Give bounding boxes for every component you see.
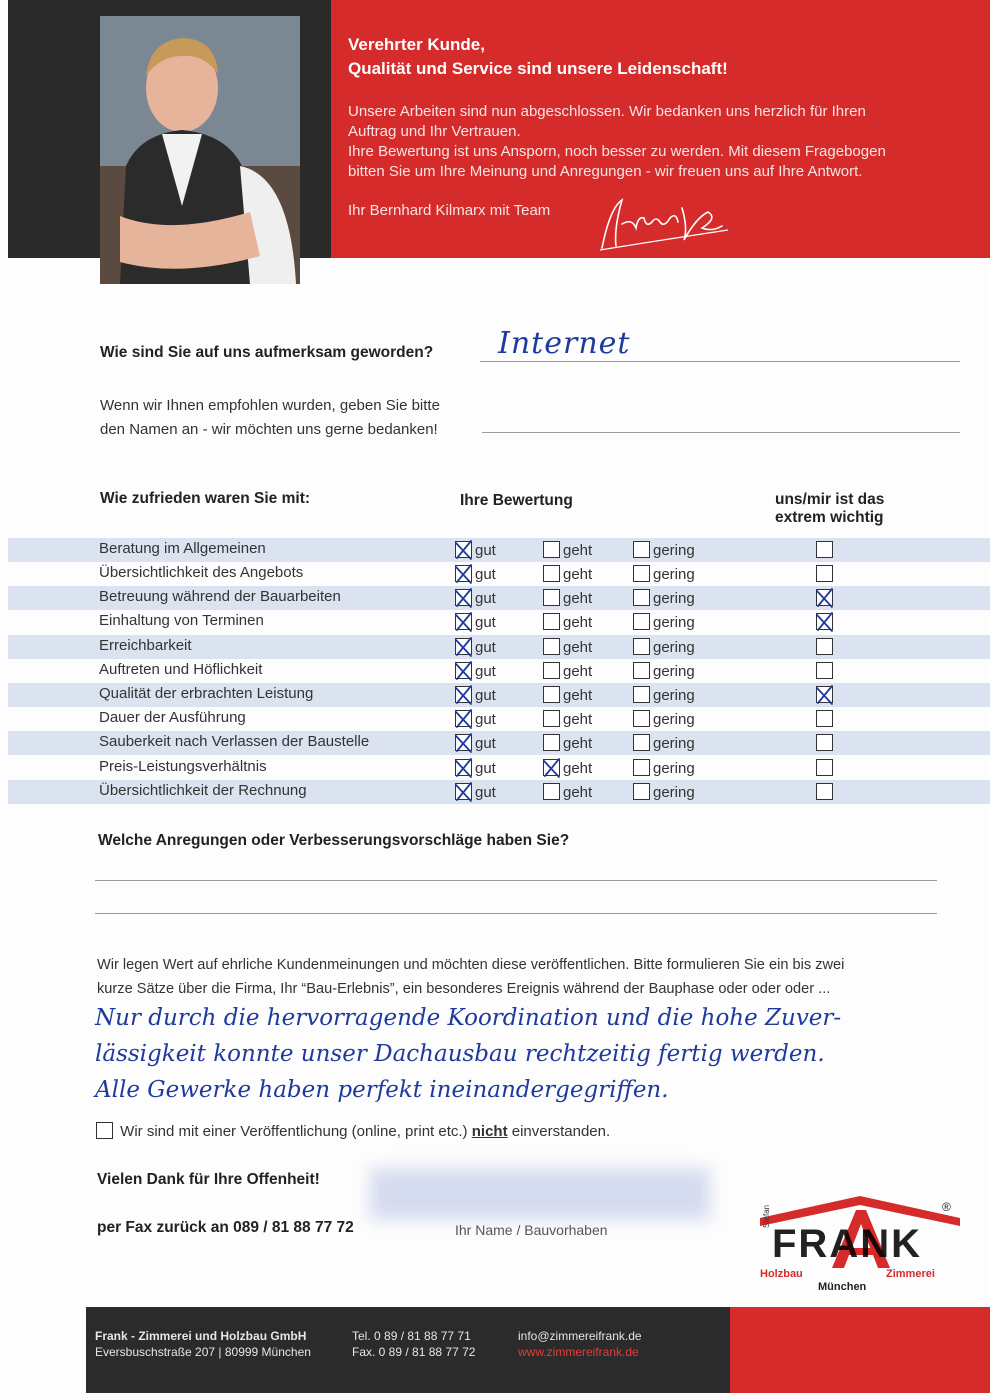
rating-option-gut[interactable]: [455, 565, 496, 583]
rating-row: [8, 659, 990, 683]
rating-option-label: gut: [475, 590, 496, 607]
rating-option-label: geht: [563, 687, 593, 704]
owner-photo: [100, 16, 300, 284]
rating-option-label: geht: [563, 760, 593, 777]
rating-option-label: gering: [653, 760, 695, 777]
testimonial-intro-line: Wir legen Wert auf ehrliche Kundenmeinungen und möchten diese veröffentlichen. Bitte formulieren Sie ein bis zwei: [97, 957, 845, 973]
rating-checkbox-geht[interactable]: [543, 686, 560, 703]
referral-prompt-line: den Namen an - wir möchten uns gerne bedanken!: [100, 421, 438, 438]
rating-option-gering[interactable]: [633, 613, 695, 631]
importance-checkbox[interactable]: [816, 638, 833, 655]
logo-zimmerei: Zimmerei: [886, 1268, 935, 1280]
rating-checkbox-geht[interactable]: [543, 662, 560, 679]
rating-option-label: gering: [653, 566, 695, 583]
rating-column-heading: Ihre Bewertung: [460, 492, 573, 509]
rating-option-geht[interactable]: [543, 710, 592, 728]
importance-column-heading: [775, 491, 884, 527]
rating-checkbox-geht[interactable]: [543, 565, 560, 582]
importance-checkbox[interactable]: [816, 783, 833, 800]
rating-option-label: geht: [563, 735, 593, 752]
header-message-line: Ihre Bewertung ist uns Ansporn, noch besser zu werden. Mit diesem Fragebogen: [348, 143, 886, 160]
rating-checkbox-gut[interactable]: [455, 589, 472, 606]
rating-option-label: gering: [653, 663, 695, 680]
rating-checkbox-geht[interactable]: [543, 638, 560, 655]
rating-checkbox-gut[interactable]: [455, 710, 472, 727]
rating-row-label: Auftreten und Höflichkeit: [99, 661, 263, 678]
rating-row: [8, 756, 990, 780]
rating-row: [8, 707, 990, 731]
rating-checkbox-gering[interactable]: [633, 589, 650, 606]
rating-option-label: geht: [563, 784, 593, 801]
rating-option-geht[interactable]: [543, 759, 592, 777]
importance-checkbox[interactable]: [816, 565, 833, 582]
referral-name-line[interactable]: [482, 432, 960, 433]
importance-heading-line: extrem wichtig: [775, 509, 884, 526]
rating-checkbox-gering[interactable]: [633, 783, 650, 800]
importance-checkbox-wrap[interactable]: [816, 686, 836, 705]
rating-option-gut[interactable]: [455, 638, 496, 656]
source-answer-line: [480, 361, 960, 362]
rating-checkbox-gering[interactable]: [633, 686, 650, 703]
rating-checkbox-gut[interactable]: [455, 686, 472, 703]
rating-option-label: gering: [653, 735, 695, 752]
footer-phone-block: [352, 1328, 475, 1360]
rating-checkbox-gut[interactable]: [455, 734, 472, 751]
rating-row: [8, 780, 990, 804]
rating-row: [8, 731, 990, 755]
rating-checkbox-geht[interactable]: [543, 589, 560, 606]
rating-checkbox-gering[interactable]: [633, 613, 650, 630]
rating-checkbox-gut[interactable]: [455, 662, 472, 679]
suggestions-line[interactable]: [95, 913, 937, 914]
ratings-heading: Wie zufrieden waren Sie mit:: [100, 490, 311, 507]
logo-city: München: [818, 1281, 867, 1293]
importance-checkbox[interactable]: [816, 734, 833, 751]
rating-checkbox-geht[interactable]: [543, 710, 560, 727]
rating-row-label: Qualität der erbrachten Leistung: [99, 685, 314, 702]
rating-row-label: Übersichtlichkeit des Angebots: [99, 564, 304, 581]
rating-option-gering[interactable]: [633, 565, 695, 583]
rating-row: [8, 538, 990, 562]
rating-option-label: gering: [653, 639, 695, 656]
rating-option-geht[interactable]: [543, 541, 592, 559]
header-sign-off: Ihr Bernhard Kilmarx mit Team: [348, 202, 551, 219]
consent-text-emphasis: nicht: [471, 1123, 508, 1140]
rating-option-label: geht: [563, 542, 593, 559]
importance-checkbox[interactable]: [816, 686, 833, 703]
rating-option-geht[interactable]: [543, 734, 592, 752]
footer-company: Frank - Zimmerei und Holzbau GmbH: [95, 1329, 307, 1343]
logo-stefan: Stefan: [762, 1204, 771, 1228]
importance-checkbox-wrap[interactable]: [816, 662, 836, 681]
rating-option-gut[interactable]: [455, 686, 496, 704]
rating-option-label: geht: [563, 566, 593, 583]
rating-option-label: geht: [563, 639, 593, 656]
rating-option-label: gut: [475, 614, 496, 631]
rating-row-label: Übersichtlichkeit der Rechnung: [99, 782, 307, 799]
logo-brand-text: FRANK: [772, 1222, 922, 1266]
importance-checkbox-wrap[interactable]: [816, 565, 836, 584]
rating-checkbox-gering[interactable]: [633, 565, 650, 582]
importance-checkbox-wrap[interactable]: [816, 541, 836, 560]
rating-checkbox-geht[interactable]: [543, 541, 560, 558]
rating-checkbox-gut[interactable]: [455, 638, 472, 655]
importance-checkbox[interactable]: [816, 589, 833, 606]
rating-checkbox-gut[interactable]: [455, 565, 472, 582]
rating-checkbox-gut[interactable]: [455, 613, 472, 630]
rating-row: [8, 586, 990, 610]
rating-option-gering[interactable]: [633, 541, 695, 559]
rating-checkbox-gering[interactable]: [633, 662, 650, 679]
rating-option-label: gering: [653, 784, 695, 801]
importance-checkbox-wrap[interactable]: [816, 783, 836, 802]
header-greeting: Verehrter Kunde, Qualität und Service sind unsere Leidenschaft!: [348, 35, 728, 78]
rating-row: [8, 635, 990, 659]
footer-fax: Fax. 0 89 / 81 88 77 72: [352, 1345, 476, 1359]
rating-option-label: geht: [563, 711, 593, 728]
rating-option-label: geht: [563, 614, 593, 631]
rating-option-gut[interactable]: [455, 710, 496, 728]
rating-checkbox-gut[interactable]: [455, 783, 472, 800]
rating-option-geht[interactable]: [543, 783, 592, 801]
rating-row-label: Sauberkeit nach Verlassen der Baustelle: [99, 733, 370, 750]
rating-checkbox-geht[interactable]: [543, 734, 560, 751]
rating-option-label: gut: [475, 711, 496, 728]
rating-option-gering[interactable]: [633, 638, 695, 656]
header-message-line: Unsere Arbeiten sind nun abgeschlossen. Wir bedanken uns herzlich für Ihren: [348, 103, 866, 120]
rating-option-geht[interactable]: [543, 613, 592, 631]
rating-option-gut[interactable]: [455, 783, 496, 801]
testimonial-answer-line: Alle Gewerke haben perfekt ineinandergegriffen.: [95, 1077, 669, 1103]
testimonial-intro-line: kurze Sätze über die Firma, Ihr “Bau-Erlebnis”, ein besonderes Ereignis während der Bauphase oder oder oder ...: [97, 981, 831, 997]
rating-option-label: gut: [475, 663, 496, 680]
rating-checkbox-gering[interactable]: [633, 734, 650, 751]
importance-checkbox[interactable]: [816, 541, 833, 558]
rating-option-label: gut: [475, 566, 496, 583]
rating-option-label: gut: [475, 639, 496, 656]
importance-checkbox-wrap[interactable]: [816, 638, 836, 657]
rating-option-label: gut: [475, 784, 496, 801]
rating-checkbox-gering[interactable]: [633, 759, 650, 776]
header-message-line: Auftrag und Ihr Vertrauen.: [348, 123, 521, 140]
handwritten-signature: [592, 188, 732, 263]
referral-prompt: [100, 394, 440, 442]
suggestions-line[interactable]: [95, 880, 937, 881]
rating-row-label: Einhaltung von Terminen: [99, 612, 264, 629]
importance-heading-line: uns/mir ist das: [775, 491, 885, 508]
rating-option-gering[interactable]: [633, 662, 695, 680]
rating-row-label: Betreuung während der Bauarbeiten: [99, 588, 341, 605]
footer-address: Eversbuschstraße 207 | 80999 München: [95, 1345, 311, 1359]
footer-email[interactable]: info@zimmereifrank.de: [518, 1329, 642, 1343]
rating-option-label: gut: [475, 687, 496, 704]
fax-instruction: per Fax zurück an 089 / 81 88 77 72: [97, 1219, 354, 1236]
rating-option-gut[interactable]: [455, 613, 496, 631]
logo-registered: ®: [942, 1200, 951, 1214]
importance-checkbox-wrap[interactable]: [816, 734, 836, 753]
rating-row: [8, 683, 990, 707]
rating-option-label: gering: [653, 590, 695, 607]
rating-option-gut[interactable]: [455, 589, 496, 607]
rating-option-gut[interactable]: [455, 541, 496, 559]
importance-checkbox[interactable]: [816, 759, 833, 776]
rating-checkbox-gut[interactable]: [455, 541, 472, 558]
importance-checkbox-wrap[interactable]: [816, 759, 836, 778]
logo-holzbau: Holzbau: [760, 1268, 803, 1280]
rating-option-label: gering: [653, 614, 695, 631]
testimonial-intro: [97, 953, 844, 1001]
rating-option-gering[interactable]: [633, 734, 695, 752]
rating-option-gering[interactable]: [633, 710, 695, 728]
rating-option-label: gut: [475, 735, 496, 752]
rating-option-label: gering: [653, 687, 695, 704]
suggestions-question: Welche Anregungen oder Verbesserungsvorschläge haben Sie?: [98, 832, 570, 849]
rating-checkbox-gering[interactable]: [633, 541, 650, 558]
rating-option-label: gut: [475, 542, 496, 559]
rating-option-geht[interactable]: [543, 638, 592, 656]
rating-option-label: gering: [653, 711, 695, 728]
rating-row: [8, 610, 990, 634]
importance-checkbox-wrap[interactable]: [816, 710, 836, 729]
source-answer[interactable]: Internet: [498, 326, 631, 361]
rating-option-geht[interactable]: [543, 565, 592, 583]
rating-option-gering[interactable]: [633, 759, 695, 777]
rating-checkbox-geht[interactable]: [543, 613, 560, 630]
rating-option-gering[interactable]: [633, 686, 695, 704]
consent-text: einverstanden.: [511, 1123, 611, 1140]
rating-row: [8, 562, 990, 586]
rating-option-geht[interactable]: [543, 686, 592, 704]
importance-checkbox[interactable]: [816, 710, 833, 727]
rating-checkbox-geht[interactable]: [543, 759, 560, 776]
footer-website[interactable]: www.zimmereifrank.de: [518, 1345, 639, 1359]
rating-checkbox-gut[interactable]: [455, 759, 472, 776]
consent-checkbox[interactable]: [96, 1122, 113, 1139]
source-question: Wie sind Sie auf uns aufmerksam geworden?: [100, 344, 434, 361]
rating-option-gering[interactable]: [633, 589, 695, 607]
footer-company-block: [95, 1328, 311, 1360]
logo-brand: [772, 1222, 922, 1267]
blurred-name: [370, 1168, 710, 1220]
rating-option-label: gering: [653, 542, 695, 559]
header-message-line: bitten Sie um Ihre Meinung und Anregungen - wir freuen uns auf Ihre Antwort.: [348, 163, 863, 180]
rating-option-label: geht: [563, 663, 593, 680]
name-field-label: Ihr Name / Bauvorhaben: [455, 1222, 608, 1238]
rating-row-label: Beratung im Allgemeinen: [99, 540, 266, 557]
referral-prompt-line: Wenn wir Ihnen empfohlen wurden, geben Sie bitte: [100, 397, 440, 414]
consent-row: [96, 1122, 610, 1140]
rating-option-gut[interactable]: [455, 662, 496, 680]
rating-option-label: geht: [563, 590, 593, 607]
thanks-text: Vielen Dank für Ihre Offenheit!: [97, 1171, 320, 1188]
importance-checkbox-wrap[interactable]: [816, 589, 836, 608]
rating-row-label: Dauer der Ausführung: [99, 709, 246, 726]
rating-option-gut[interactable]: [455, 759, 496, 777]
testimonial-answer-line: Nur durch die hervorragende Koordination und die hohe Zuver-: [95, 1005, 842, 1031]
rating-option-geht[interactable]: [543, 589, 592, 607]
testimonial-answer[interactable]: [95, 1000, 841, 1108]
header-message: [348, 102, 973, 182]
consent-text: Wir sind mit einer Veröffentlichung (online, print etc.): [120, 1123, 468, 1140]
importance-checkbox[interactable]: [816, 613, 833, 630]
rating-checkbox-gering[interactable]: [633, 638, 650, 655]
rating-row-label: Erreichbarkeit: [99, 637, 192, 654]
importance-checkbox[interactable]: [816, 662, 833, 679]
footer-red-panel: [730, 1307, 990, 1393]
rating-option-gut[interactable]: [455, 734, 496, 752]
rating-option-gering[interactable]: [633, 783, 695, 801]
rating-option-label: gut: [475, 760, 496, 777]
rating-checkbox-geht[interactable]: [543, 783, 560, 800]
rating-checkbox-gering[interactable]: [633, 710, 650, 727]
footer-contact-block: [518, 1328, 642, 1360]
rating-option-geht[interactable]: [543, 662, 592, 680]
rating-row-label: Preis-Leistungsverhältnis: [99, 758, 267, 775]
footer-tel: Tel. 0 89 / 81 88 77 71: [352, 1329, 471, 1343]
importance-checkbox-wrap[interactable]: [816, 613, 836, 632]
testimonial-answer-line: lässigkeit konnte unser Dachausbau rechtzeitig fertig werden.: [95, 1041, 825, 1067]
